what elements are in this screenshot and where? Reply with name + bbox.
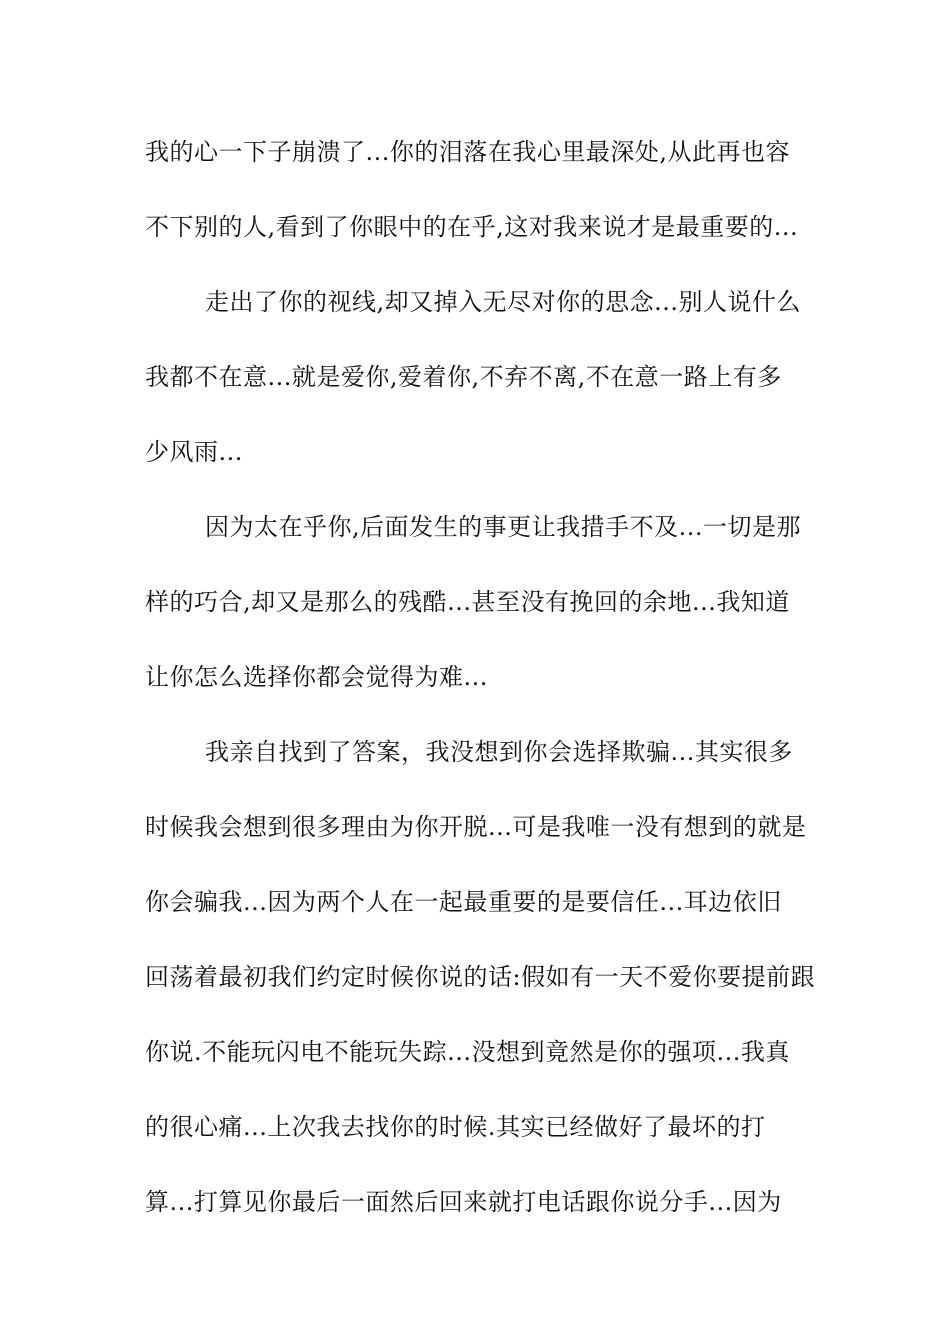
text-line: 我都不在意...就是爱你,爱着你,不弃不离,不在意一路上有多	[145, 363, 782, 391]
paragraph-first-line: 因为太在乎你,后面发生的事更让我措手不及...一切是那	[205, 513, 802, 541]
text-line: 你会骗我...因为两个人在一起最重要的是要信任...耳边依旧	[145, 888, 782, 916]
text-line: 不下别的人,看到了你眼中的在乎,这对我来说才是最重要的...	[145, 213, 799, 241]
text-line: 算...打算见你最后一面然后回来就打电话跟你说分手...因为	[145, 1188, 782, 1216]
text-line: 我的心一下子崩溃了...你的泪落在我心里最深处,从此再也容	[145, 138, 791, 166]
text-line: 的很心痛...上次我去找你的时候.其实已经做好了最坏的打	[145, 1113, 766, 1141]
text-line: 时候我会想到很多理由为你开脱...可是我唯一没有想到的就是	[145, 813, 807, 841]
text-line: 回荡着最初我们约定时候你说的话:假如有一天不爱你要提前跟	[145, 963, 816, 991]
text-line: 让你怎么选择你都会觉得为难...	[145, 663, 488, 691]
paragraph-first-line: 走出了你的视线,却又掉入无尽对你的思念...别人说什么	[205, 288, 802, 316]
paragraph-first-line: 我亲自找到了答案，我没想到你会选择欺骗...其实很多	[205, 738, 793, 766]
text-line: 样的巧合,却又是那么的残酷...甚至没有挽回的余地...我知道	[145, 588, 790, 616]
text-line: 你说.不能玩闪电不能玩失踪...没想到竟然是你的强项...我真	[145, 1038, 790, 1066]
text-line: 少风雨...	[145, 438, 243, 466]
